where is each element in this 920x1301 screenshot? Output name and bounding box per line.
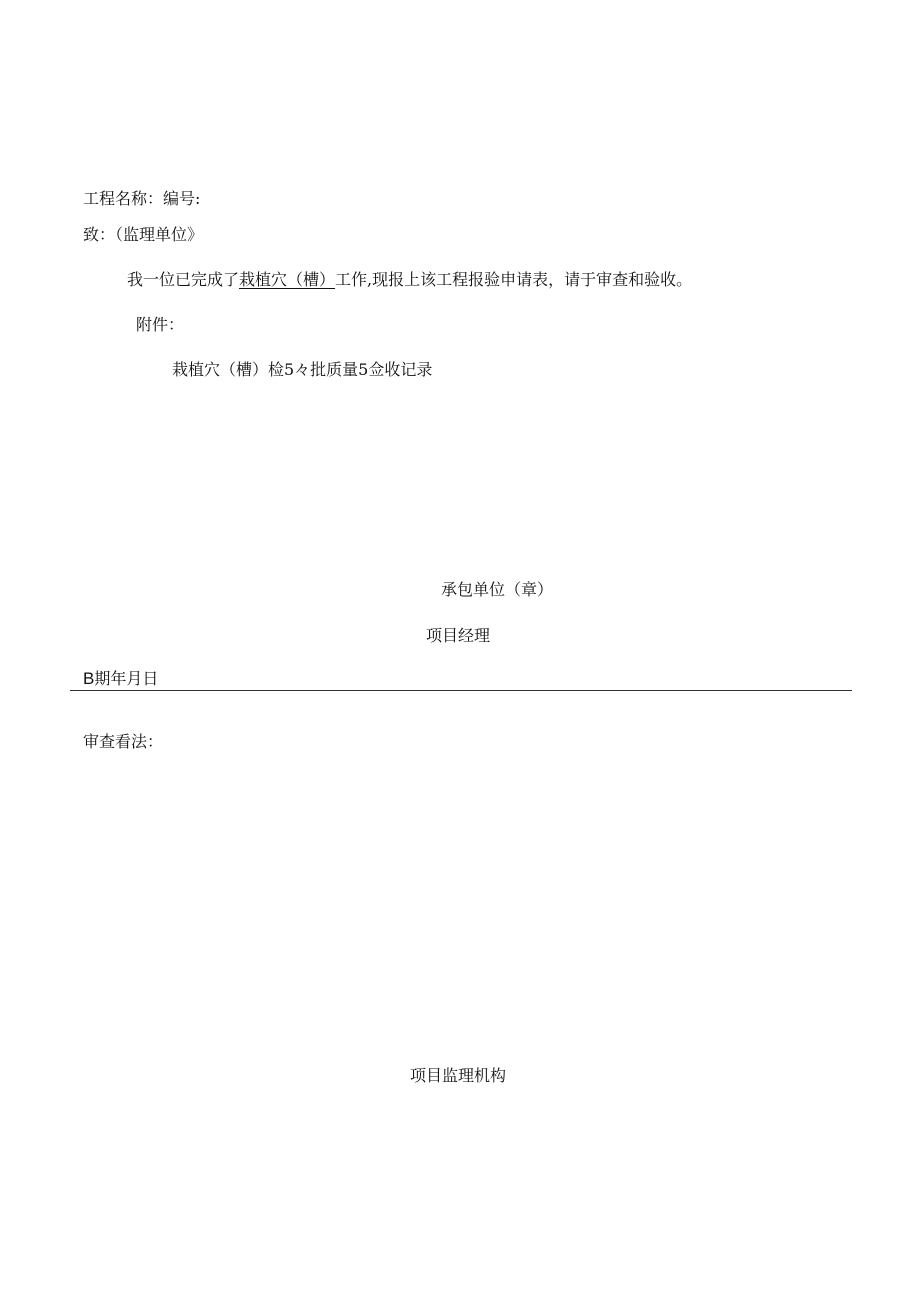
attachment-label: 附件： [136, 315, 185, 334]
contractor-unit-label: 承包单位（章） [441, 580, 554, 599]
number-label: 编号: [163, 189, 201, 208]
statement-suffix: 工作,现报上该工程报验申请表，请于审查和验收。 [335, 270, 693, 289]
project-name-label [83, 189, 200, 209]
date-ymd: 年月日 [110, 669, 159, 688]
statement-prefix: 我一位已完成了 [127, 270, 240, 289]
date-period-char: 期 [94, 669, 111, 688]
project-manager-label: 项目经理 [426, 626, 491, 645]
to-line: 致：（监理单位》 [83, 225, 204, 244]
review-opinion-label: 审查看法： [83, 732, 164, 751]
date-signature-line [70, 690, 852, 691]
statement-work-item: 栽植穴（槽） [239, 270, 336, 289]
attachment-item: 栽植穴（槽）检5々批质量5佥收记录 [172, 360, 433, 379]
date-lead-char: B [83, 669, 95, 688]
date-row [83, 669, 158, 689]
project-name-text: 工程名称： [83, 189, 164, 208]
statement-paragraph [127, 270, 692, 290]
supervision-agency-label: 项目监理机构 [410, 1066, 507, 1085]
